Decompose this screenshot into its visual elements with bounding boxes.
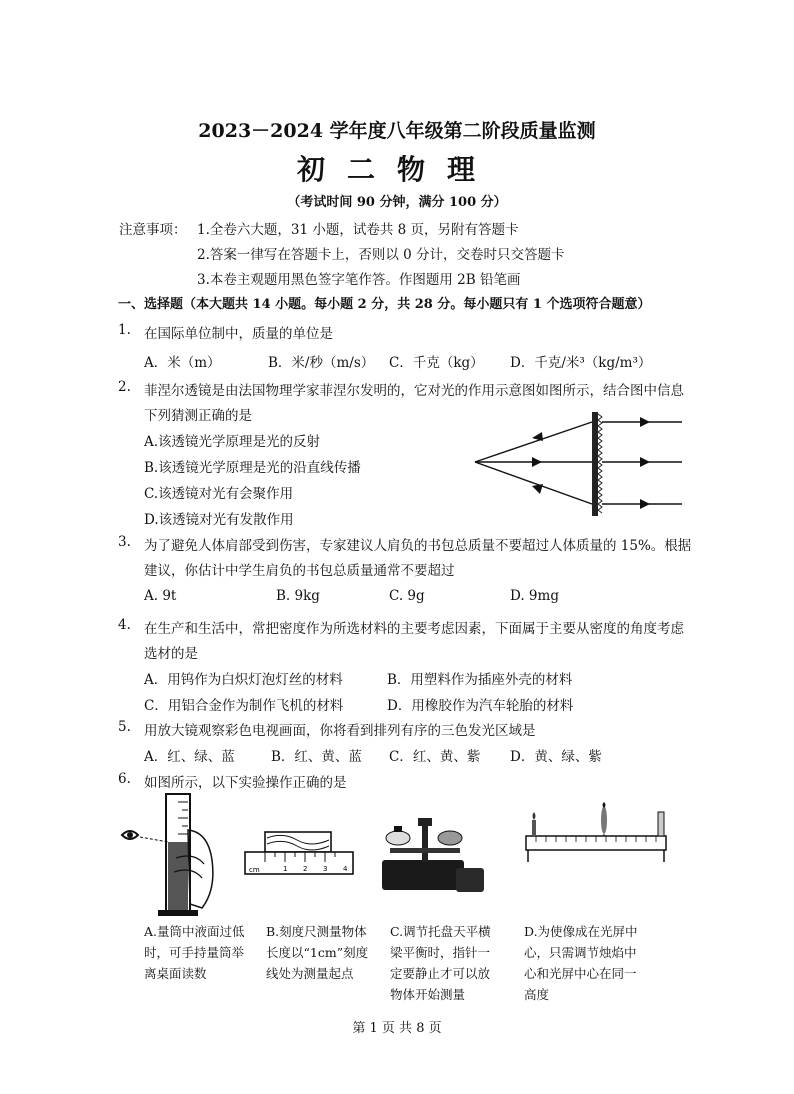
option-a[interactable]: A．红、绿、蓝 (144, 749, 235, 765)
ruler-tick-label: cm (249, 866, 260, 874)
option-a[interactable]: A.该透镜光学原理是光的反射 (144, 434, 321, 450)
question-number: 5. (118, 719, 131, 735)
option-a[interactable]: A.量筒中液面过低时，可手持量筒举离桌面读数 (144, 924, 245, 981)
question-stem: 为了避免人体肩部受到伤害，专家建议人肩负的书包总质量不要超过人体质量的 15%。根据 (144, 538, 692, 554)
ruler-tick-label: 4 (343, 865, 348, 873)
ruler-tick-label: 3 (323, 865, 328, 873)
option-b[interactable]: B．米/秒（m/s） (268, 355, 375, 371)
option-d[interactable]: D.为使像成在光屏中心，只需调节烛焰中心和光屏中心在同一高度 (524, 924, 638, 1002)
ruler-figure (243, 830, 355, 878)
option-d[interactable]: D．黄、绿、紫 (510, 749, 602, 765)
page-footer: 第 1 页 共 8 页 (352, 1021, 442, 1036)
fresnel-lens-diagram (470, 404, 690, 524)
question-stem: 选材的是 (144, 646, 198, 662)
notice-label: 注意事项： (119, 222, 187, 238)
question-stem: 如图所示，以下实验操作正确的是 (144, 775, 347, 791)
option-d[interactable]: D. 9mg (510, 588, 559, 604)
option-b[interactable]: B．红、黄、蓝 (271, 749, 362, 765)
question-number: 1. (118, 322, 131, 338)
option-a[interactable]: A．用钨作为白炽灯泡灯丝的材料 (144, 672, 343, 688)
question-number: 3. (118, 534, 131, 550)
cylinder-figure (118, 790, 228, 920)
section-heading: 一、选择题（本大题共 14 小题。每小题 2 分，共 28 分。每小题只有 1 个选项符合题意） (118, 297, 651, 312)
balance-figure (378, 816, 488, 896)
option-b[interactable]: B．用塑料作为插座外壳的材料 (387, 672, 573, 688)
question-stem: 在国际单位制中，质量的单位是 (144, 326, 333, 342)
question-number: 2. (118, 379, 131, 395)
option-d[interactable]: D．千克/米³（kg/m³） (510, 355, 652, 371)
notice-item: 3.本卷主观题用黑色签字笔作答。作图题用 2B 铅笔画 (197, 272, 521, 288)
option-a[interactable]: A. 9t (144, 588, 177, 604)
option-c[interactable]: C．用铝合金作为制作飞机的材料 (144, 698, 344, 714)
option-c[interactable]: C. 9g (389, 588, 425, 604)
notice-item: 2.答案一律写在答题卡上，否则以 0 分计，交卷时只交答题卡 (197, 247, 565, 263)
notice-item: 1.全卷六大题，31 小题，试卷共 8 页，另附有答题卡 (197, 222, 519, 238)
option-b[interactable]: B. 9kg (276, 588, 320, 604)
option-c[interactable]: C.调节托盘天平横梁平衡时，指针一定要静止才可以放物体开始测量 (390, 924, 491, 1002)
exam-info: （考试时间 90 分钟，满分 100 分） (287, 195, 507, 210)
question-stem: 建议，你估计中学生肩负的书包总质量通常不要超过 (144, 563, 455, 579)
question-stem: 菲涅尔透镜是由法国物理学家菲涅尔发明的，它对光的作用示意图如图所示，结合图中信息 (144, 383, 684, 399)
question-stem: 用放大镜观察彩色电视画面，你将看到排列有序的三色发光区域是 (144, 723, 536, 739)
ruler-tick-label: 1 (283, 865, 288, 873)
question-stem: 下列猜测正确的是 (144, 408, 252, 424)
option-a[interactable]: A．米（m） (144, 355, 221, 371)
option-c[interactable]: C．红、黄、紫 (389, 749, 481, 765)
exam-title: 2023－2024 学年度八年级第二阶段质量监测 (198, 120, 596, 142)
question-stem: 在生产和生活中，常把密度作为所选材料的主要考虑因素，下面属于主要从密度的角度考虑 (144, 621, 684, 637)
option-c[interactable]: C.该透镜对光有会聚作用 (144, 486, 294, 502)
question-number: 4. (118, 617, 131, 633)
option-b[interactable]: B.该透镜光学原理是光的沿直线传播 (144, 460, 361, 476)
option-c[interactable]: C．千克（kg） (389, 355, 484, 371)
option-d[interactable]: D.该透镜对光有发散作用 (144, 512, 294, 528)
optical-bench-figure (522, 802, 672, 872)
option-d[interactable]: D．用橡胶作为汽车轮胎的材料 (387, 698, 574, 714)
question-number: 6. (118, 771, 131, 787)
subject-title: 初二物理 (296, 153, 497, 186)
option-b[interactable]: B.刻度尺测量物体长度以“1cm”刻度线处为测量起点 (266, 924, 369, 981)
ruler-tick-label: 2 (303, 865, 308, 873)
